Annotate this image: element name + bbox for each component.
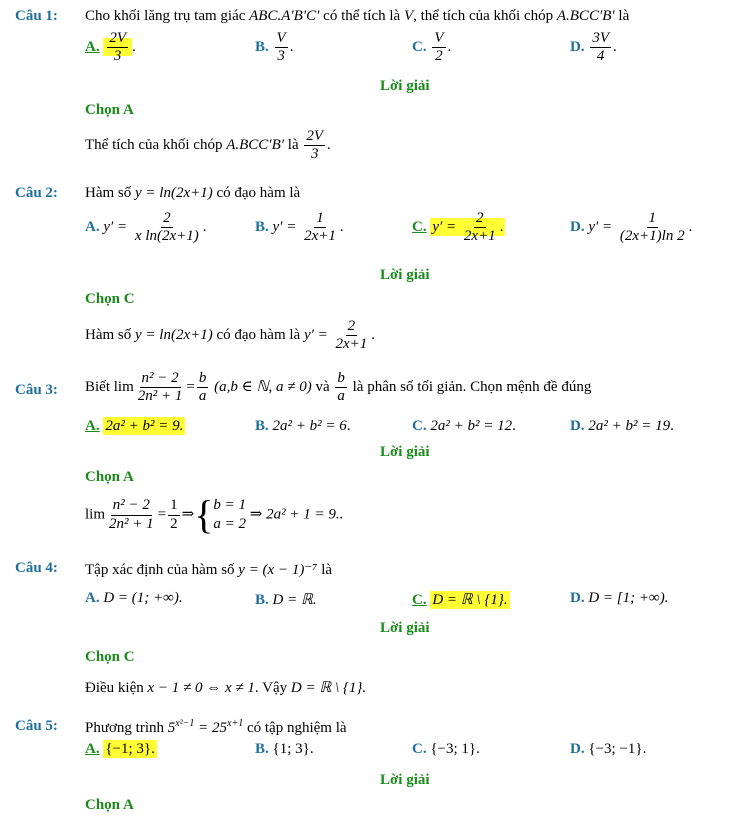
q1-option-a-num: 2V bbox=[107, 30, 128, 48]
q3-choice: Chọn A bbox=[85, 469, 134, 485]
q2-option-c[interactable]: C. y′ = $\frac{2}{2x+1}$ . bbox=[412, 210, 504, 245]
q2-solution-prefix: Hàm số bbox=[85, 327, 132, 344]
q3-solution-brace: { bbox=[194, 492, 214, 537]
q1-option-b[interactable]: B. $\frac{V}{3}$ . bbox=[255, 30, 294, 65]
q1-option-a[interactable]: A. $\frac{2V}{3}$ . bbox=[85, 30, 136, 65]
q4-option-b[interactable] bbox=[255, 590, 317, 609]
q2-label: Câu 2: bbox=[15, 185, 58, 201]
q3-frac2-den: a bbox=[337, 388, 345, 405]
q3-option-a-expr: 2a² + b² = 9 bbox=[105, 418, 180, 434]
q2-option-b-num: 1 bbox=[314, 210, 326, 228]
q3-solution-implies: ⇒ bbox=[181, 506, 195, 523]
q3-text bbox=[85, 370, 591, 406]
q2-option-a-key: A. bbox=[85, 219, 100, 236]
q3-ab-den: a bbox=[198, 388, 207, 405]
q4-solution bbox=[85, 678, 366, 697]
q5-option-a-expr: {−1; 3} bbox=[105, 741, 152, 757]
q4-option-b-key: B. bbox=[255, 592, 269, 608]
q4-solution-heading: Lời giải bbox=[380, 620, 430, 636]
q1-option-c-key: C. bbox=[412, 39, 427, 56]
q2-option-d-den: (2x+1)ln 2 bbox=[619, 228, 685, 245]
q4-option-d-key: D. bbox=[570, 590, 585, 606]
q3-solution-lim: lim bbox=[85, 506, 106, 523]
q4-option-c-expr: D = ℝ \ {1} bbox=[432, 592, 504, 608]
q5-prefix: Phương trình bbox=[85, 720, 164, 736]
q3-prefix: Biết bbox=[85, 379, 110, 396]
q5-choice: Chọn A bbox=[85, 797, 134, 813]
q5-option-c[interactable] bbox=[412, 741, 480, 758]
q3-solution-heading: Lời giải bbox=[380, 444, 430, 460]
q3-solution-half-den: 2 bbox=[170, 515, 178, 532]
q2-option-d-key: D. bbox=[570, 219, 585, 236]
q2-option-d[interactable]: D. y′ = $\frac{1}{(2x+1)\ln 2}$ . bbox=[570, 210, 693, 245]
q2-prefix: Hàm số bbox=[85, 185, 132, 201]
q5-option-a[interactable]: A. {−1; 3}. bbox=[85, 741, 155, 757]
q5-option-d-expr: {−3; −1}. bbox=[588, 741, 647, 757]
q1-option-d[interactable]: D. $\frac{3V}{4}$ . bbox=[570, 30, 617, 65]
q1-option-d-key: D. bbox=[570, 39, 585, 56]
q5-solution-heading: Lời giải bbox=[380, 772, 430, 788]
q2-option-a-den: x ln(2x+1) bbox=[134, 228, 199, 245]
q1-pyramid: A.BCC′B′ bbox=[556, 8, 615, 24]
q4-solution-mid: . Vậy bbox=[254, 680, 288, 696]
q3-option-a-key: A. bbox=[85, 418, 100, 434]
q5-option-b-expr: {1; 3}. bbox=[272, 741, 314, 757]
q1-option-a-den: 3 bbox=[113, 48, 122, 65]
q5-option-c-key: C. bbox=[412, 741, 427, 757]
q5-text bbox=[85, 718, 347, 737]
q1-solution-num: 2V bbox=[304, 128, 325, 146]
q1-volume: V bbox=[403, 8, 414, 24]
q3-option-a[interactable]: A. 2a² + b² = 9. bbox=[85, 418, 184, 434]
q4-label: Câu 4: bbox=[15, 560, 58, 576]
q4-option-a[interactable] bbox=[85, 590, 183, 607]
q1-option-b-num: V bbox=[275, 30, 288, 48]
q2-choice: Chọn C bbox=[85, 291, 135, 307]
q2-option-a[interactable]: A. y′ = $\frac{2}{\text{x ln(2x+1)}}$ . bbox=[85, 210, 207, 245]
q3-frac2-num: b bbox=[335, 370, 347, 388]
q3-option-b-expr: 2a² + b² = 6 bbox=[272, 418, 347, 434]
q5-suffix: có tập nghiệm là bbox=[246, 720, 347, 736]
q4-function: y = (x − 1)⁻⁷ bbox=[238, 562, 318, 578]
q1-label: Câu 1: bbox=[15, 8, 58, 24]
q3-suffix: là phân số tối giản. Chọn mệnh đề đúng bbox=[352, 379, 592, 396]
q4-suffix: là bbox=[321, 562, 333, 578]
q1-option-c[interactable]: C. $\frac{V}{2}$ . bbox=[412, 30, 452, 65]
q2-option-b[interactable]: B. y′ = $\frac{1}{2x+1}$ . bbox=[255, 210, 344, 245]
q5-option-a-key: A. bbox=[85, 741, 100, 757]
q1-suffix: , thể tích của khối chóp bbox=[413, 8, 554, 24]
q4-option-a-key: A. bbox=[85, 590, 100, 606]
q2-option-d-lhs: y′ = bbox=[588, 219, 613, 236]
q3-and: và bbox=[315, 379, 330, 396]
q3-solution-den: 2n² + 1 bbox=[109, 515, 154, 532]
q4-option-b-expr: D = ℝ. bbox=[272, 592, 317, 608]
q3-label: Câu 3: bbox=[15, 382, 58, 398]
q3-eq: = bbox=[186, 379, 195, 396]
q3-solution-b: b = 1 bbox=[213, 496, 247, 513]
q2-option-c-lhs: y′ = bbox=[432, 219, 457, 236]
q1-choice: Chọn A bbox=[85, 102, 134, 118]
q4-prefix: Tập xác định của hàm số bbox=[85, 562, 235, 578]
q2-function: y = ln(2x+1) bbox=[135, 185, 213, 201]
q3-solution-result: ⇒ 2a² + 1 = 9.. bbox=[249, 506, 344, 523]
q5-option-b[interactable] bbox=[255, 741, 314, 758]
q3-solution-half-num: 1 bbox=[168, 497, 180, 515]
q1-solution-heading: Lời giải bbox=[380, 78, 430, 94]
q3-solution bbox=[85, 492, 344, 537]
q1-option-b-key: B. bbox=[255, 39, 269, 56]
q4-option-c-key: C. bbox=[412, 592, 427, 608]
q1-solution-pyramid: A.BCC′B′ bbox=[226, 137, 285, 154]
q3-lim-den: 2n² + 1 bbox=[137, 388, 183, 405]
q5-option-c-expr: {−3; 1}. bbox=[430, 741, 480, 757]
q4-option-d[interactable] bbox=[570, 590, 668, 607]
q1-solution-prefix: Thể tích của khối chóp bbox=[85, 137, 223, 154]
q3-option-c-key: C. bbox=[412, 418, 427, 434]
q1-solution: Thể tích của khối chóp A.BCC′B′ là $\frac{2V}{3}$ . bbox=[85, 128, 331, 163]
q3-option-b[interactable]: B. 2a² + b² = 6. bbox=[255, 418, 351, 434]
q3-solution-num: n² − 2 bbox=[111, 497, 152, 515]
q1-option-c-den: 2 bbox=[435, 48, 443, 65]
q2-option-a-num: 2 bbox=[161, 210, 173, 228]
q2-suffix: có đạo hàm là bbox=[216, 185, 301, 201]
q5-equation: $5^{x^2-1} = 25^{x+1}$ bbox=[167, 718, 244, 736]
q5-option-d[interactable] bbox=[570, 741, 646, 758]
q3-lim-num: n² − 2 bbox=[140, 370, 181, 388]
q1-text bbox=[85, 8, 629, 25]
q4-solution-condition: x − 1 ≠ 0 ⇔ x ≠ 1 bbox=[147, 680, 255, 696]
q2-option-b-key: B. bbox=[255, 219, 269, 236]
q1-solution-mid: là bbox=[287, 137, 299, 154]
q2-solution-num: 2 bbox=[346, 318, 358, 336]
q2-text bbox=[85, 185, 300, 202]
q3-solution-eq: = bbox=[157, 506, 167, 523]
q4-choice: Chọn C bbox=[85, 649, 135, 665]
q1-prefix: Cho khối lăng trụ tam giác bbox=[85, 8, 246, 24]
q3-option-d-key: D. bbox=[570, 418, 585, 434]
q2-solution-mid: có đạo hàm là bbox=[216, 327, 301, 344]
q4-option-d-expr: D = [1; +∞). bbox=[588, 590, 669, 606]
q2-solution-heading: Lời giải bbox=[380, 267, 430, 283]
q3-ab-num: b bbox=[197, 370, 209, 388]
q4-solution-prefix: Điều kiện bbox=[85, 680, 144, 696]
q1-option-d-den: 4 bbox=[596, 48, 605, 65]
q4-option-c[interactable]: C. D = ℝ \ {1}. bbox=[412, 592, 508, 608]
q2-option-c-den: 2x+1 bbox=[463, 228, 496, 245]
q1-option-b-den: 3 bbox=[277, 48, 285, 65]
q2-option-b-lhs: y′ = bbox=[272, 219, 297, 236]
q2-solution-den: 2x+1 bbox=[335, 336, 368, 353]
q3-condition: (a,b ∈ ℕ, a ≠ 0) bbox=[214, 379, 312, 396]
q4-text bbox=[85, 560, 332, 579]
q1-end: là bbox=[618, 8, 630, 24]
q2-solution-lhs: y′ = bbox=[303, 327, 328, 344]
q4-solution-result: D = ℝ \ {1}. bbox=[290, 680, 367, 696]
q1-option-c-num: V bbox=[432, 30, 445, 48]
q3-lim: lim bbox=[113, 379, 134, 396]
q2-solution-function: y = ln(2x+1) bbox=[135, 327, 213, 344]
q2-option-b-den: 2x+1 bbox=[304, 228, 336, 245]
q5-label: Câu 5: bbox=[15, 718, 58, 734]
q1-solution-den: 3 bbox=[310, 146, 319, 163]
q1-mid: có thể tích là bbox=[323, 8, 401, 24]
q3-option-c-expr: 2a² + b² = 12 bbox=[430, 418, 513, 434]
q4-option-a-expr: D = (1; +∞). bbox=[103, 590, 183, 606]
q2-option-c-key: C. bbox=[412, 219, 427, 236]
q3-option-d-expr: 2a² + b² = 19 bbox=[588, 418, 671, 434]
q1-option-a-key: A. bbox=[85, 39, 100, 56]
q5-option-d-key: D. bbox=[570, 741, 585, 757]
q2-solution: Hàm số y = ln(2x+1) có đạo hàm là y′ = $\frac{2}{2x+1}$ . bbox=[85, 318, 376, 353]
q3-option-c[interactable]: C. 2a² + b² = 12. bbox=[412, 418, 516, 434]
q5-option-b-key: B. bbox=[255, 741, 269, 757]
q3-solution-a: a = 2 bbox=[213, 516, 247, 532]
q2-option-d-num: 1 bbox=[647, 210, 659, 228]
q1-prism: ABC.A′B′C′ bbox=[249, 8, 320, 24]
q3-option-d[interactable]: D. 2a² + b² = 19. bbox=[570, 418, 674, 434]
q3-option-b-key: B. bbox=[255, 418, 269, 434]
q2-option-c-num: 2 bbox=[474, 210, 486, 228]
q1-option-d-num: 3V bbox=[590, 30, 611, 48]
q2-option-a-lhs: y′ = bbox=[103, 219, 128, 236]
